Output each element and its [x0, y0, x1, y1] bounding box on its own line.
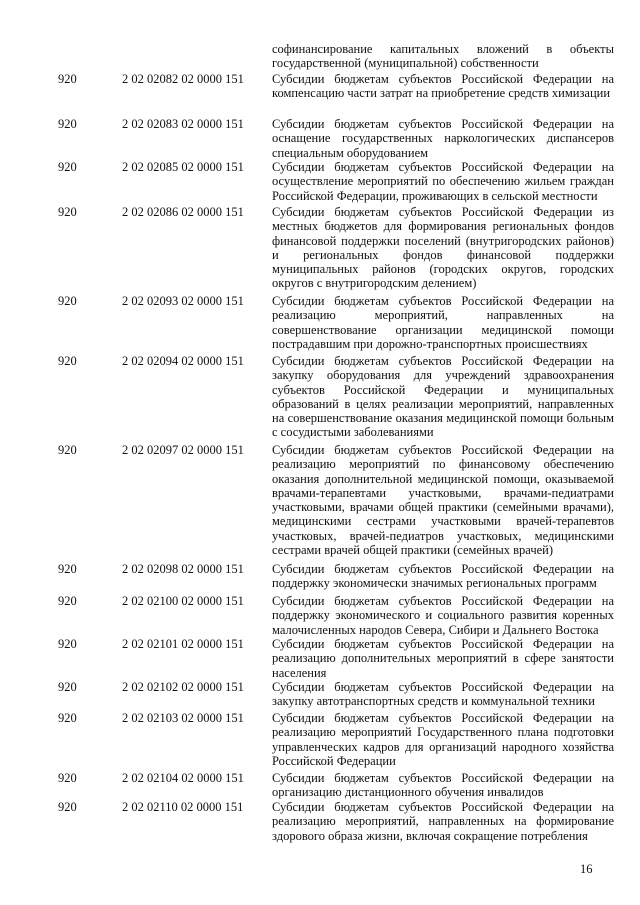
- admin-code: 920: [58, 443, 77, 457]
- row-description: Субсидии бюджетам субъектов Российской Федерации на закупку оборудования для учреждений здравоохранения субъектов Российской Федерации и муниципальных образований в целях реализации мероприятий, направленных на совершенствование оказания медицинской помощи больным с сосудистыми заболеваниями: [272, 354, 614, 440]
- admin-code: 920: [58, 594, 77, 608]
- budget-code: 2 02 02100 02 0000 151: [122, 594, 244, 608]
- budget-code: 2 02 02110 02 0000 151: [122, 800, 244, 814]
- admin-code: 920: [58, 711, 77, 725]
- budget-code: 2 02 02082 02 0000 151: [122, 72, 244, 86]
- admin-code: 920: [58, 680, 77, 694]
- row-description: Субсидии бюджетам субъектов Российской Федерации на реализацию мероприятий, направленных на совершенствование организации медицинской помощи пострадавшим при дорожно-транспортных происшествиях: [272, 294, 614, 351]
- row-description: Субсидии бюджетам субъектов Российской Федерации на реализацию мероприятий по финансовому обеспечению оказания дополнительной медицинской помощи, оказываемой врачами-терапевтами участковыми, врачами-педиатрами участковыми, врачами общей практики (семейными врачами), медицинскими сестрами участковыми врачей-терапевтов участковых, врачей-педиатров участковых, медицинскими сестрами врачей общей практики (семейных врачей): [272, 443, 614, 558]
- continuation-text: софинансирование капитальных вложений в объекты государственной (муниципальной) собственности: [272, 42, 614, 71]
- budget-code: 2 02 02094 02 0000 151: [122, 354, 244, 368]
- admin-code: 920: [58, 117, 77, 131]
- budget-code: 2 02 02086 02 0000 151: [122, 205, 244, 219]
- budget-code: 2 02 02104 02 0000 151: [122, 771, 244, 785]
- row-description: Субсидии бюджетам субъектов Российской Федерации на реализацию мероприятий, направленных на формирование здорового образа жизни, включая сокращение потребления: [272, 800, 614, 843]
- budget-code: 2 02 02101 02 0000 151: [122, 637, 244, 651]
- admin-code: 920: [58, 354, 77, 368]
- row-description: Субсидии бюджетам субъектов Российской Федерации на организацию дистанционного обучения инвалидов: [272, 771, 614, 800]
- row-description: Субсидии бюджетам субъектов Российской Федерации на реализацию мероприятий Государственного плана подготовки управленческих кадров для организаций народного хозяйства Российской Федерации: [272, 711, 614, 768]
- row-description: Субсидии бюджетам субъектов Российской Федерации на компенсацию части затрат на приобретение средств химизации: [272, 72, 614, 101]
- admin-code: 920: [58, 294, 77, 308]
- budget-code: 2 02 02098 02 0000 151: [122, 562, 244, 576]
- admin-code: 920: [58, 72, 77, 86]
- row-description: Субсидии бюджетам субъектов Российской Федерации из местных бюджетов для формирования региональных фондов финансовой поддержки поселений (внутригородских районов) и региональных фондов финансовой поддержки муниципальных районов (городских округов, городских округов с внутригородским делением): [272, 205, 614, 291]
- budget-code: 2 02 02093 02 0000 151: [122, 294, 244, 308]
- row-description: Субсидии бюджетам субъектов Российской Федерации на реализацию дополнительных мероприятий в сфере занятости населения: [272, 637, 614, 680]
- budget-code: 2 02 02085 02 0000 151: [122, 160, 244, 174]
- row-description: Субсидии бюджетам субъектов Российской Федерации на закупку автотранспортных средств и коммунальной техники: [272, 680, 614, 709]
- budget-code: 2 02 02102 02 0000 151: [122, 680, 244, 694]
- admin-code: 920: [58, 637, 77, 651]
- row-description: Субсидии бюджетам субъектов Российской Федерации на поддержку экономического и социального развития коренных малочисленных народов Севера, Сибири и Дальнего Востока: [272, 594, 614, 637]
- budget-code: 2 02 02097 02 0000 151: [122, 443, 244, 457]
- admin-code: 920: [58, 562, 77, 576]
- budget-code: 2 02 02083 02 0000 151: [122, 117, 244, 131]
- admin-code: 920: [58, 800, 77, 814]
- admin-code: 920: [58, 205, 77, 219]
- budget-code: 2 02 02103 02 0000 151: [122, 711, 244, 725]
- row-description: Субсидии бюджетам субъектов Российской Федерации на поддержку экономически значимых региональных программ: [272, 562, 614, 591]
- row-description: Субсидии бюджетам субъектов Российской Федерации на оснащение государственных наркологических диспансеров специальным оборудованием: [272, 117, 614, 160]
- admin-code: 920: [58, 771, 77, 785]
- admin-code: 920: [58, 160, 77, 174]
- page-number: 16: [580, 862, 593, 876]
- row-description: Субсидии бюджетам субъектов Российской Федерации на осуществление мероприятий по обеспечению жильем граждан Российской Федерации, проживающих в сельской местности: [272, 160, 614, 203]
